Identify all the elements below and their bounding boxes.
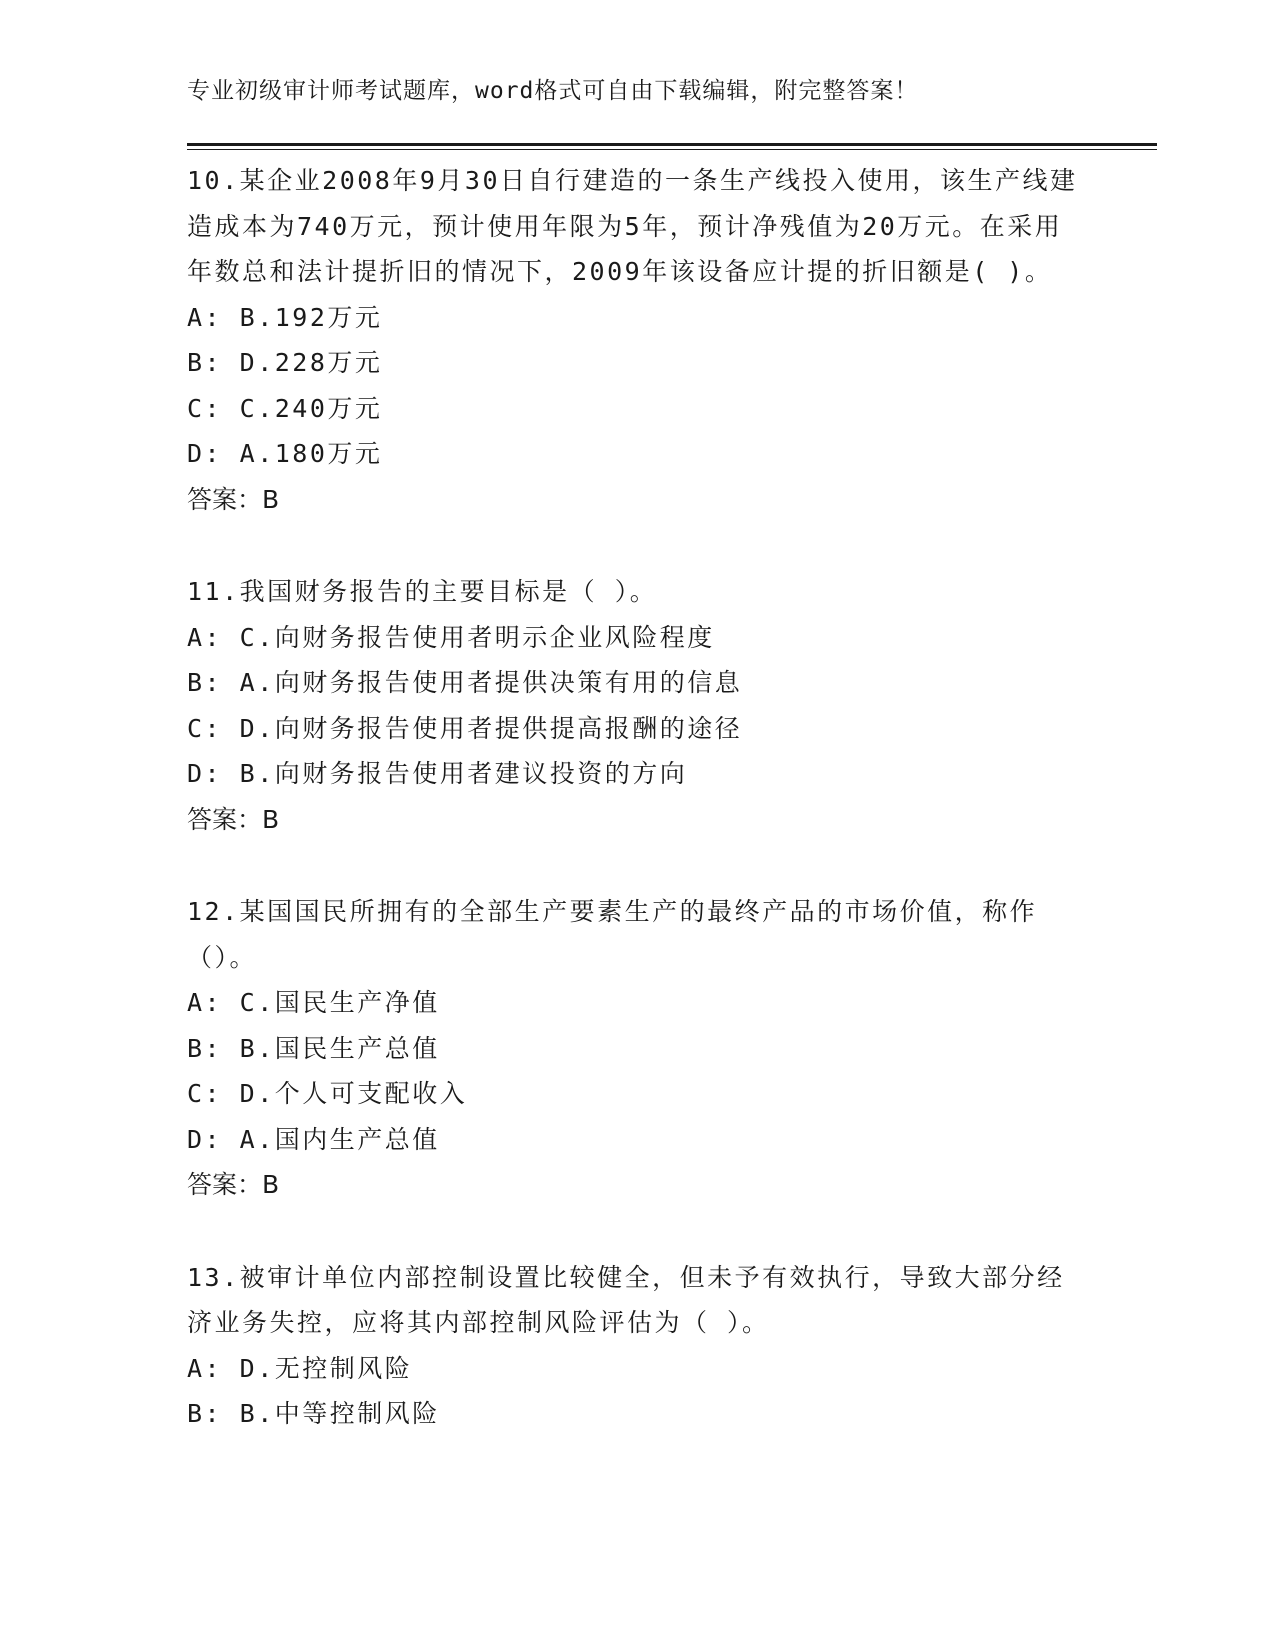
option-d: D: B.向财务报告使用者建议投资的方向 [187,759,688,788]
question-10 [187,158,1087,522]
option-a: A: B.192万元 [187,302,383,332]
question-text: 13.被审计单位内部控制设置比较健全，但未予有效执行，导致大部分经济业务失控，应将其内部控制风险评估为（ ）。 [187,1262,1065,1337]
question-text: 10.某企业2008年9月30日自行建造的一条生产线投入使用，该生产线建造成本为740万元，预计使用年限为5年，预计净残值为20万元。在采用年数总和法计提折旧的情况下，2009年该设备应计提的折旧额是( )。 [187,166,1078,286]
question-12 [187,889,1087,1208]
answer-line: 答案：B [187,484,280,514]
answer-line: 答案：B [187,804,280,834]
header-rule-thin [187,149,1157,150]
option-a: A: D.无控制风险 [187,1353,413,1383]
option-c: C: D.向财务报告使用者提供提高报酬的途径 [187,713,743,743]
question-11 [187,569,1087,842]
option-c: C: C.240万元 [187,393,383,423]
option-d: D: A.国内生产总值 [187,1124,440,1154]
option-c: C: D.个人可支配收入 [187,1079,468,1108]
question-text: 11.我国财务报告的主要目标是（ ）。 [187,577,658,606]
option-b: B: D.228万元 [187,348,383,377]
option-b: B: B.国民生产总值 [187,1033,440,1063]
option-a: A: C.国民生产净值 [187,988,440,1017]
question-13 [187,1255,1087,1437]
option-a: A: C.向财务报告使用者明示企业风险程度 [187,622,715,652]
header-rule-thick [187,143,1157,146]
option-d: D: A.180万元 [187,439,383,468]
option-b: B: A.向财务报告使用者提供决策有用的信息 [187,668,743,697]
question-text: 12.某国国民所拥有的全部生产要素生产的最终产品的市场价值，称作（）。 [187,897,1038,972]
option-b: B: B.中等控制风险 [187,1399,440,1428]
answer-line: 答案：B [187,1170,280,1199]
page-header: 专业初级审计师考试题库，word格式可自由下载编辑，附完整答案！ [187,78,919,104]
question-list [187,158,1087,1484]
